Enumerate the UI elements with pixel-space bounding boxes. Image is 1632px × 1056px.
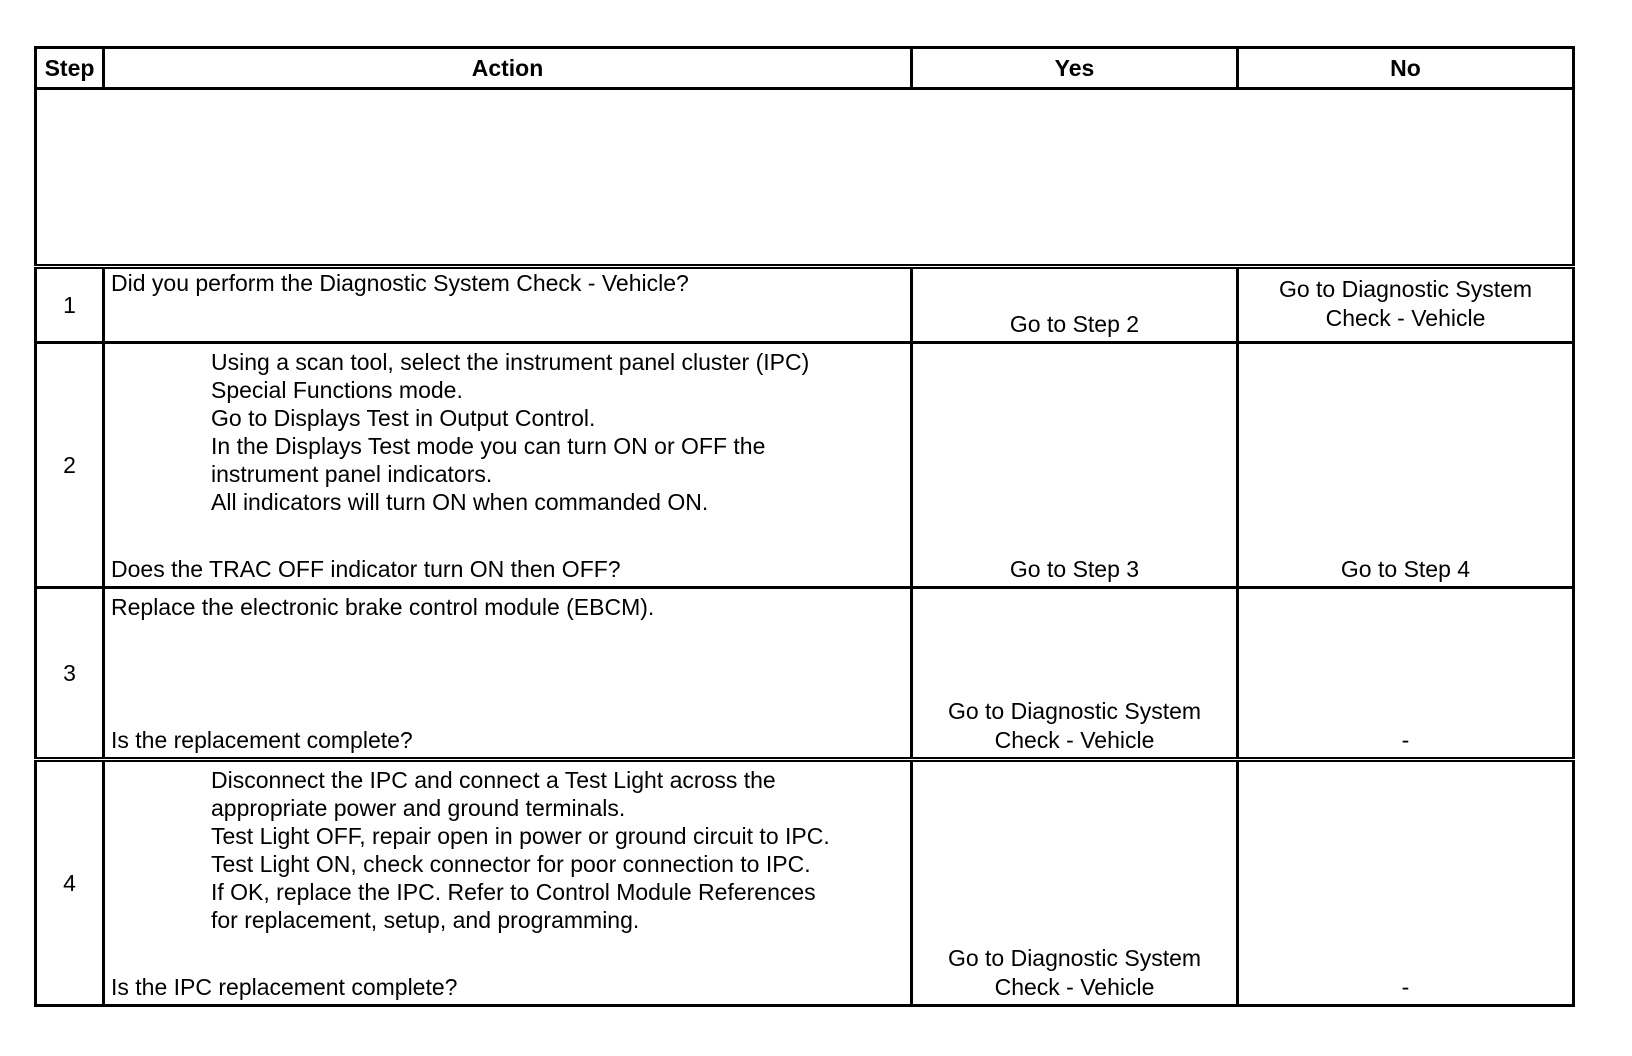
yes-cell (912, 588, 1238, 760)
instruction-line: Test Light OFF, repair open in power or ground circuit to IPC. (211, 823, 830, 849)
table-row (36, 343, 1574, 588)
action-question: Is the replacement complete? (111, 727, 413, 753)
step-number: 4 (36, 760, 104, 1006)
instruction-line: Using a scan tool, select the instrument panel cluster (IPC) (211, 349, 810, 375)
action-cell (104, 343, 912, 588)
instruction-line: Test Light ON, check connector for poor connection to IPC. (211, 851, 811, 877)
yes-line: Go to Diagnostic System (947, 945, 1202, 971)
instruction-line: Special Functions mode. (211, 377, 463, 403)
instruction-line: instrument panel indicators. (211, 461, 493, 487)
header-step: Step (36, 48, 104, 89)
no-cell (1238, 267, 1574, 343)
instruction-line: appropriate power and ground terminals. (211, 795, 626, 821)
no-line: Check - Vehicle (1325, 305, 1486, 331)
blank-row (36, 89, 1574, 267)
step-number: 1 (36, 267, 104, 343)
action-question: Is the IPC replacement complete? (111, 974, 458, 1000)
header-no: No (1238, 48, 1574, 89)
header-row (36, 48, 1574, 89)
instruction-line: for replacement, setup, and programming. (211, 907, 640, 933)
instruction-line: In the Displays Test mode you can turn ON or OFF the (211, 433, 766, 459)
yes-cell: Go to Step 3 (912, 343, 1238, 588)
instruction-line: Replace the electronic brake control module (EBCM). (111, 594, 655, 620)
no-cell: - (1238, 588, 1574, 760)
action-cell (104, 267, 912, 343)
instruction-line: If OK, replace the IPC. Refer to Control Module References (211, 879, 816, 905)
step-number: 3 (36, 588, 104, 760)
yes-cell: Go to Step 2 (912, 267, 1238, 343)
no-cell: Go to Step 4 (1238, 343, 1574, 588)
blank-cell (36, 89, 1574, 267)
instruction-line: Disconnect the IPC and connect a Test Light across the (211, 767, 776, 793)
no-cell: - (1238, 760, 1574, 1006)
header-yes: Yes (912, 48, 1238, 89)
instruction-line: All indicators will turn ON when commanded ON. (211, 489, 709, 515)
yes-cell (912, 760, 1238, 1006)
diagnostic-table (34, 46, 1575, 1007)
instruction-line: Go to Displays Test in Output Control. (211, 405, 596, 431)
table-row (36, 760, 1574, 1006)
action-cell (104, 760, 912, 1006)
action-question: Did you perform the Diagnostic System Check - Vehicle? (111, 270, 689, 296)
instruction-list (111, 766, 904, 934)
action-question: Does the TRAC OFF indicator turn ON then OFF? (111, 556, 621, 582)
step-number: 2 (36, 343, 104, 588)
header-action: Action (104, 48, 912, 89)
table-row (36, 588, 1574, 760)
table-row (36, 267, 1574, 343)
instruction-list (111, 348, 904, 516)
no-line: Go to Diagnostic System (1278, 276, 1533, 302)
yes-line: Check - Vehicle (994, 727, 1155, 753)
action-cell (104, 588, 912, 760)
yes-line: Check - Vehicle (994, 974, 1155, 1000)
yes-line: Go to Diagnostic System (947, 698, 1202, 724)
